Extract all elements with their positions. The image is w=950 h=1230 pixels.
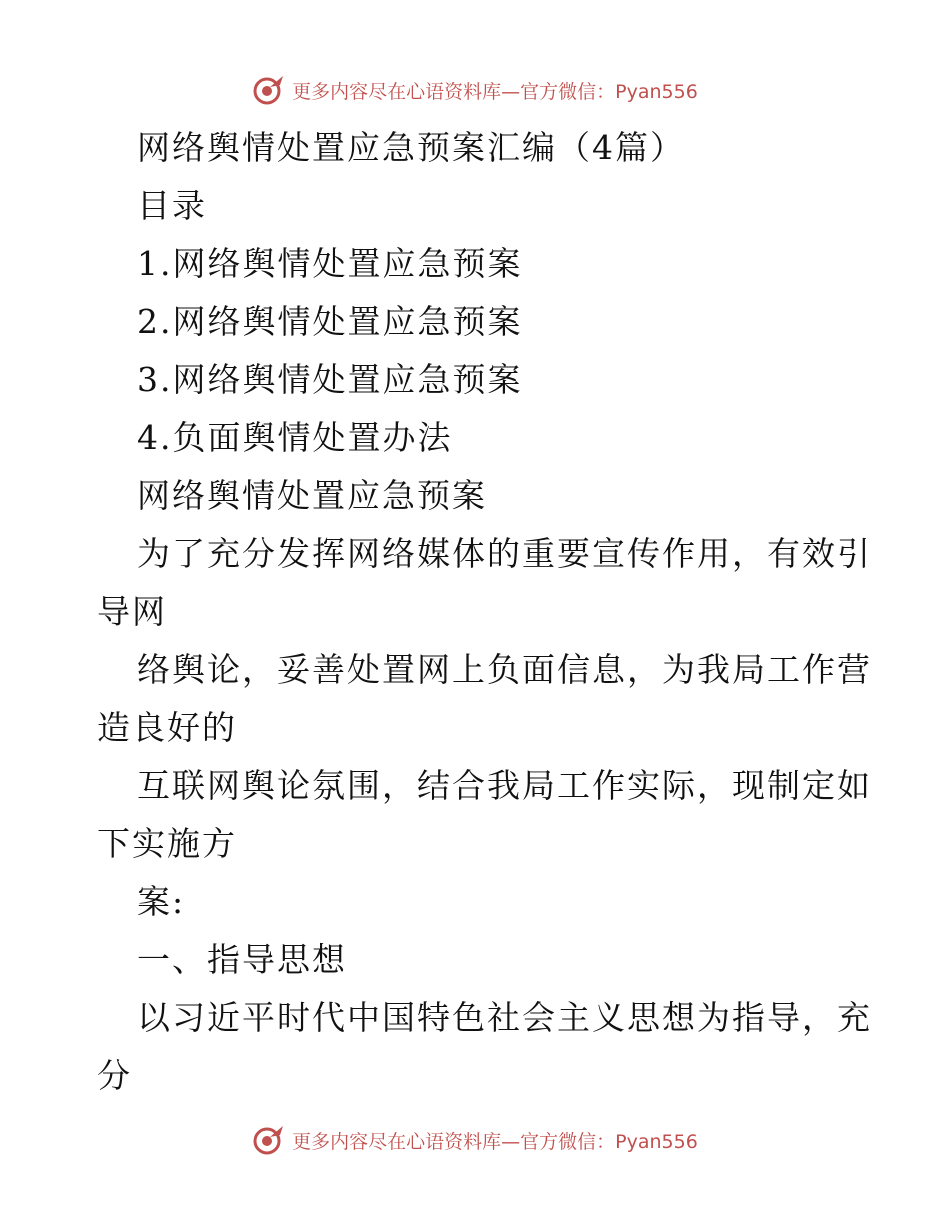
body-line: 以习近平时代中国特色社会主义思想为指导，充: [137, 998, 872, 1037]
body-line: 下实施方: [97, 824, 237, 863]
toc-item: 3.网络舆情处置应急预案: [137, 360, 523, 399]
body-line: 导网: [97, 592, 167, 631]
banner-text: 更多内容尽在心语资料库—官方微信：Pyan556: [292, 1130, 698, 1153]
body-line: 案:: [137, 882, 186, 921]
body-line: 分: [97, 1056, 132, 1095]
logo-icon: [252, 1123, 286, 1157]
section-title: 网络舆情处置应急预案: [137, 476, 487, 515]
toc-item: 4.负面舆情处置办法: [137, 418, 453, 457]
body-line: 为了充分发挥网络媒体的重要宣传作用，有效引: [137, 534, 872, 573]
document-title: 网络舆情处置应急预案汇编（4篇）: [137, 128, 685, 167]
toc-item: 2.网络舆情处置应急预案: [137, 302, 523, 341]
body-line: 造良好的: [97, 708, 237, 747]
body-line: 络舆论，妥善处置网上负面信息，为我局工作营: [137, 650, 872, 689]
banner-text: 更多内容尽在心语资料库—官方微信：Pyan556: [292, 80, 698, 103]
section-heading: 一、指导思想: [137, 940, 347, 979]
footer-banner: [0, 1120, 950, 1160]
header-banner: [0, 70, 950, 110]
logo-icon: [252, 73, 286, 107]
toc-heading: 目录: [137, 186, 207, 225]
body-line: 互联网舆论氛围，结合我局工作实际，现制定如: [137, 766, 872, 805]
toc-item: 1.网络舆情处置应急预案: [137, 244, 523, 283]
